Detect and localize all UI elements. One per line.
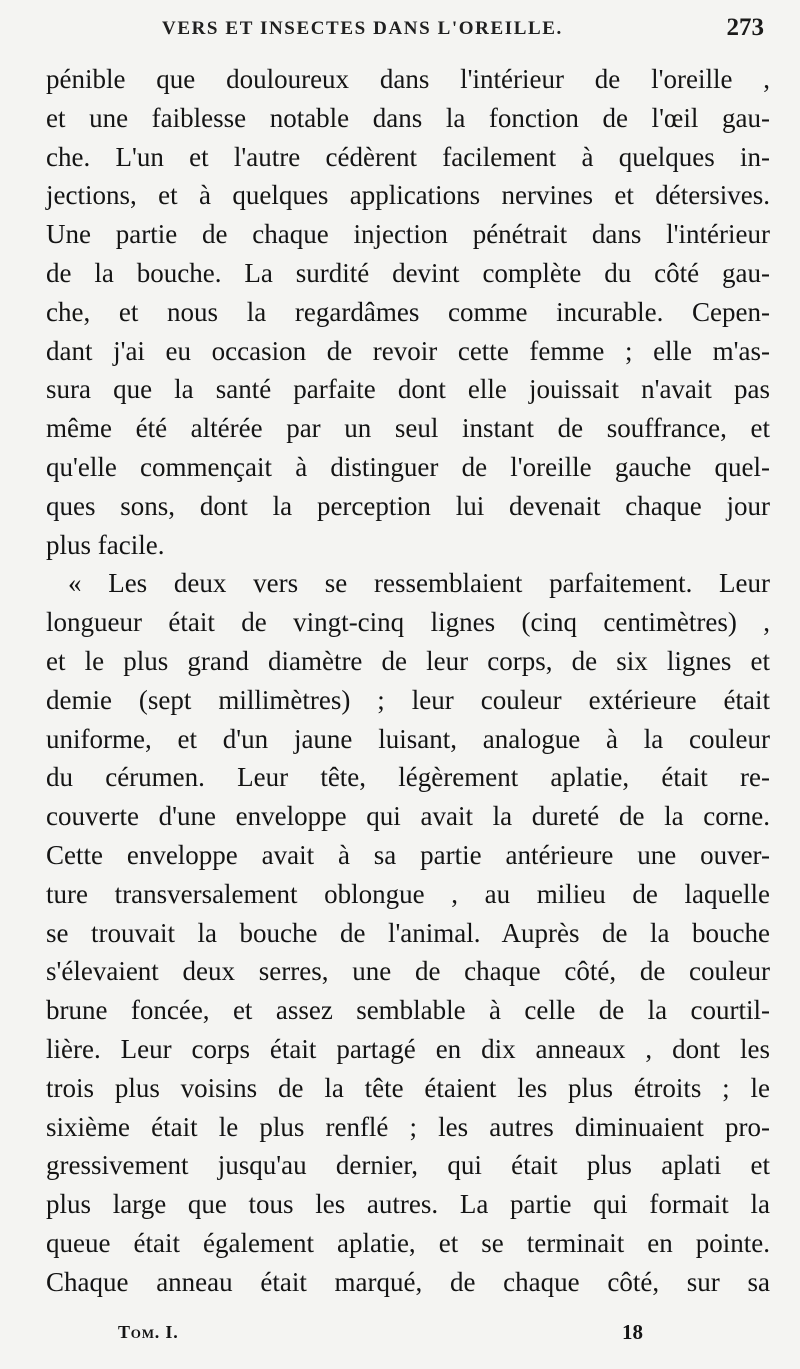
- page-footer: [0, 1318, 800, 1350]
- text-line: du cérumen. Leur tête, légèrement aplatie, était re-: [46, 762, 770, 793]
- signature-mark: 18: [622, 1320, 643, 1344]
- text-line: che, et nous la regardâmes comme incurable. Cepen-: [46, 296, 770, 327]
- text-line: Une partie de chaque injection pénétrait dans l'intérieur: [46, 219, 770, 250]
- text-line: Chaque anneau était marqué, de chaque côté, sur sa: [46, 1266, 770, 1297]
- text-line: se trouvait la bouche de l'animal. Auprès de la bouche: [46, 917, 770, 948]
- text-line: plus large que tous les autres. La partie qui formait la: [46, 1189, 770, 1220]
- text-line: gressivement jusqu'au dernier, qui était plus aplati et: [46, 1150, 770, 1181]
- page-number: 273: [726, 14, 764, 41]
- text-line: uniforme, et d'un jaune luisant, analogue à la couleur: [46, 723, 770, 754]
- text-line: sura que la santé parfaite dont elle jouissait n'avait pas: [46, 374, 770, 405]
- text-line: de la bouche. La surdité devint complète du côté gau-: [46, 257, 770, 288]
- volume-mark: Tom. I.: [118, 1322, 179, 1342]
- text-line: che. L'un et l'autre cédèrent facilement à quelques in-: [46, 141, 770, 172]
- text-line: Cette enveloppe avait à sa partie antérieure une ouver-: [46, 839, 770, 870]
- text-line: longueur était de vingt-cinq lignes (cinq centimètres) ,: [46, 607, 770, 638]
- text-line: trois plus voisins de la tête étaient les plus étroits ; le: [46, 1072, 770, 1103]
- text-line: sixième était le plus renflé ; les autres diminuaient pro-: [46, 1111, 770, 1142]
- text-line: qu'elle commençait à distinguer de l'oreille gauche quel-: [46, 451, 770, 482]
- paragraph-end-line: plus facile.: [46, 529, 165, 560]
- body-text: [46, 60, 770, 1302]
- text-line: lière. Leur corps était partagé en dix anneaux , dont les: [46, 1033, 770, 1064]
- running-title: VERS ET INSECTES DANS L'OREILLE.: [162, 18, 563, 39]
- text-line: dant j'ai eu occasion de revoir cette femme ; elle m'as-: [46, 335, 770, 366]
- text-line: s'élevaient deux serres, une de chaque côté, de couleur: [46, 956, 770, 987]
- text-line: jections, et à quelques applications nervines et détersives.: [46, 180, 770, 211]
- text-line: pénible que douloureux dans l'intérieur de l'oreille ,: [46, 64, 770, 94]
- text-line: ques sons, dont la perception lui devenait chaque jour: [46, 490, 770, 521]
- text-line: couverte d'une enveloppe qui avait la dureté de la corne.: [46, 801, 770, 832]
- text-line: brune foncée, et assez semblable à celle de la courtil-: [46, 995, 770, 1026]
- text-line: même été altérée par un seul instant de souffrance, et: [46, 413, 770, 444]
- paragraph-start-line: « Les deux vers se ressemblaient parfaitement. Leur: [68, 568, 770, 599]
- text-line: ture transversalement oblongue , au milieu de laquelle: [46, 878, 770, 909]
- text-line: et le plus grand diamètre de leur corps, de six lignes et: [46, 645, 770, 676]
- text-line: queue était également aplatie, et se terminait en pointe.: [46, 1227, 770, 1258]
- text-line: demie (sept millimètres) ; leur couleur extérieure était: [46, 684, 770, 715]
- text-line: et une faiblesse notable dans la fonction de l'œil gau-: [46, 102, 770, 133]
- running-head: [46, 14, 768, 48]
